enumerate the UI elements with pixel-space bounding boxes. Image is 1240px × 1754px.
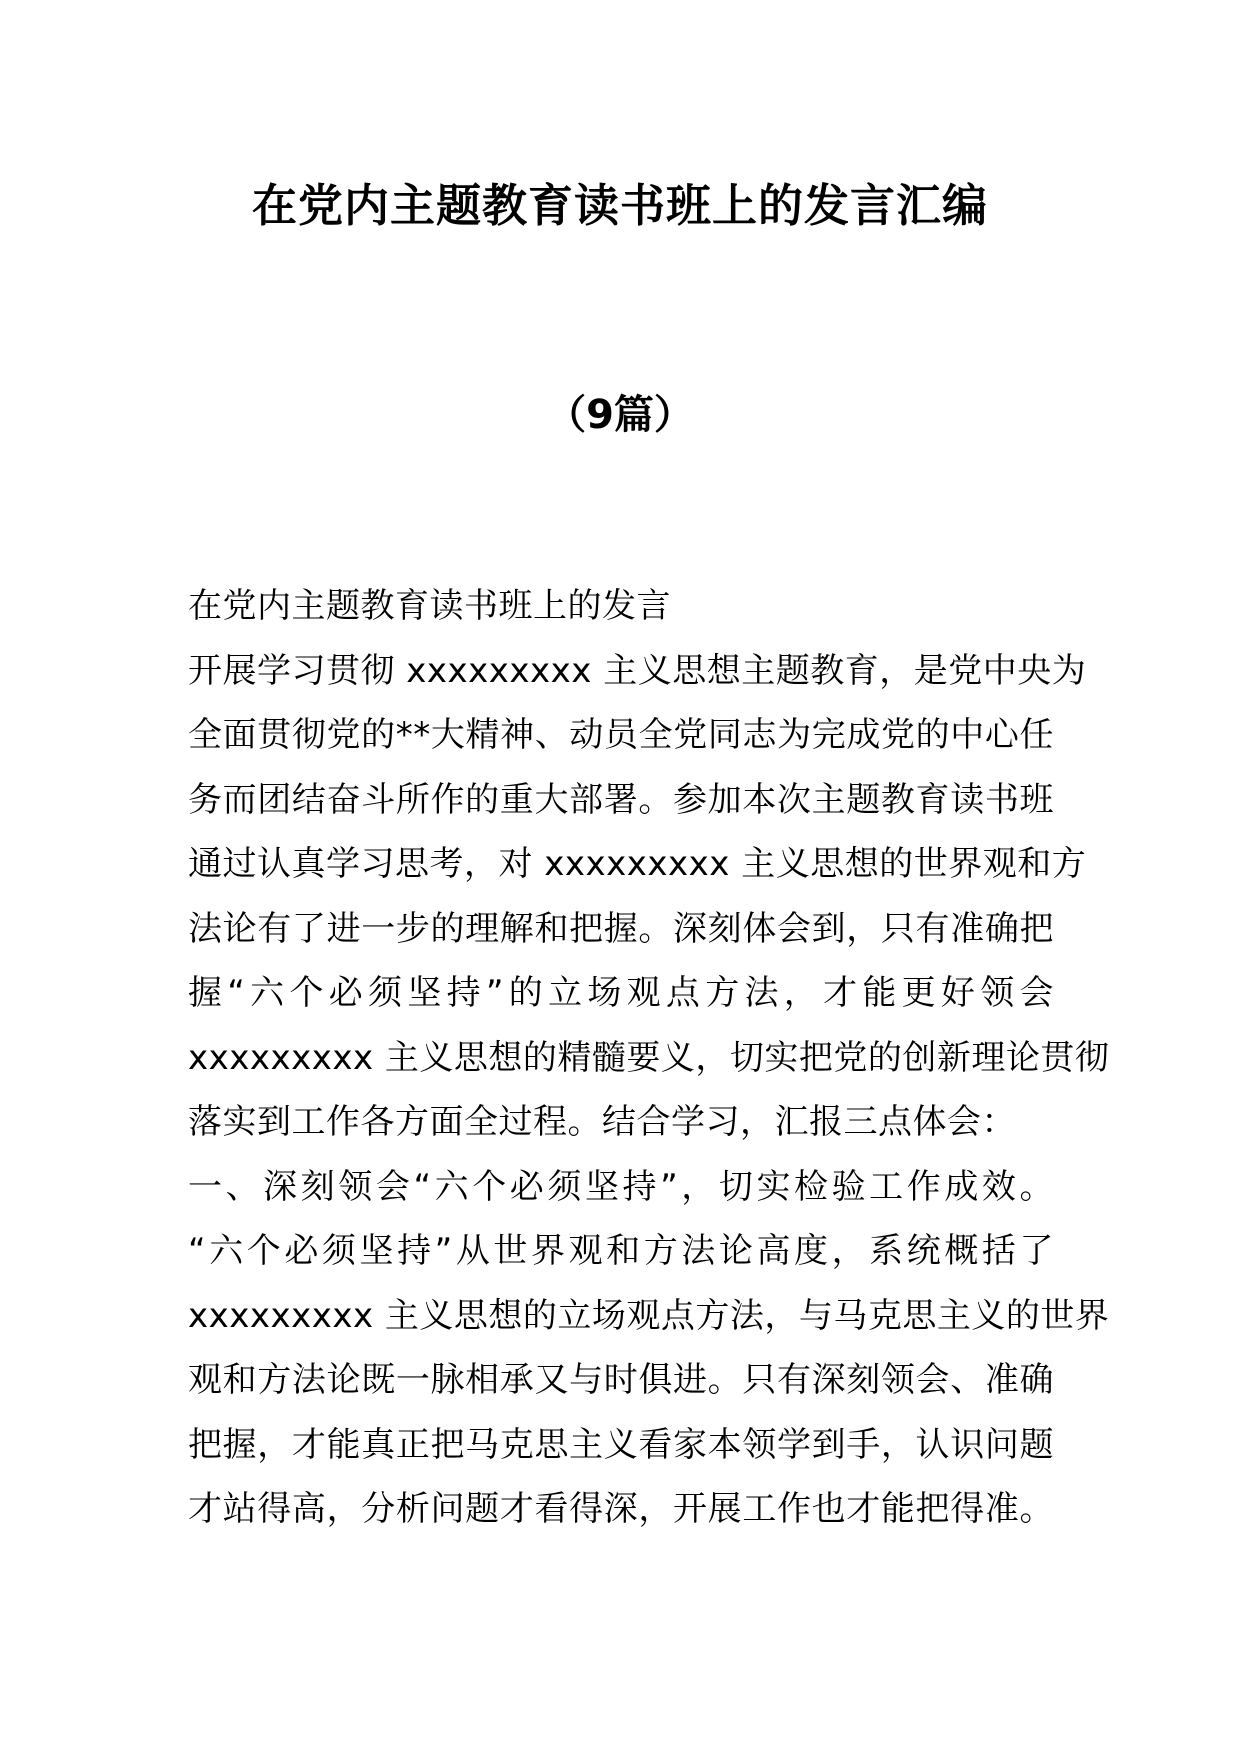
body-line: 才站得高，分析问题才看得深，开展工作也才能把得准。 — [188, 1489, 1054, 1529]
section-heading: 在党内主题教育读书班上的发言 — [188, 586, 671, 626]
body-line: 务而团结奋斗所作的重大部署。参加本次主题教育读书班 — [188, 779, 1054, 820]
body-line: 法论有了进一步的理解和把握。深刻体会到，只有准确把 — [188, 908, 1054, 949]
document-title: 在党内主题教育读书班上的发言汇编 — [251, 179, 988, 232]
body-line: 开展学习贯彻 xxxxxxxxx 主义思想主题教育，是党中央为 — [188, 650, 1087, 691]
body-line: 落实到工作各方面全过程。结合学习，汇报三点体会： — [188, 1102, 1016, 1142]
body-line: 通过认真学习思考，对 xxxxxxxxx 主义思想的世界观和方 — [188, 844, 1087, 884]
body-line: 观和方法论既一脉相承又与时俱进。只有深刻领会、准确 — [188, 1360, 1054, 1400]
body-line: 一、深刻领会“六个必须坚持”，切实检验工作成效。 — [188, 1166, 1054, 1207]
document-body — [188, 574, 1110, 1542]
body-line: 握“六个必须坚持”的立场观点方法，才能更好领会 — [188, 973, 1054, 1013]
document-subtitle: （9篇） — [546, 392, 694, 438]
body-line: “六个必须坚持”从世界观和方法论高度，系统概括了 — [188, 1231, 1054, 1271]
body-line: 把握，才能真正把马克思主义看家本领学到手，认识问题 — [188, 1424, 1054, 1465]
body-line: 全面贯彻党的**大精神、动员全党同志为完成党的中心任 — [188, 715, 1054, 755]
body-line: xxxxxxxxx 主义思想的精髓要义，切实把党的创新理论贯彻 — [188, 1037, 1110, 1078]
body-line: xxxxxxxxx 主义思想的立场观点方法，与马克思主义的世界 — [188, 1295, 1110, 1336]
